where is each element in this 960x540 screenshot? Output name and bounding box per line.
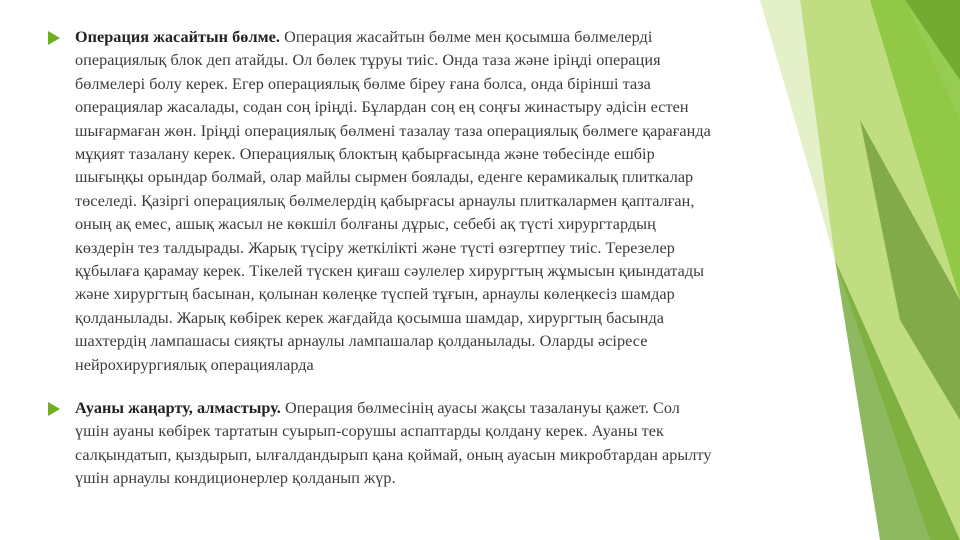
para-line: салқындатып, қыздырып, ылғалдандырып қана қоймай, оның ауасын микробтардан арылту [75,445,712,464]
para-line: шахтердің лампашасы сияқты арнаулы лампашалар қолданылады. Оларды әсіресе [75,332,648,351]
bullet-item [48,397,848,491]
para-line: үшін арнаулы кондиционерлер қолданып жүр. [75,469,396,488]
para-line: және хирургтың басынан, қолынан көлеңке түспей тұғын, арнаулы көлеңкесіз шамдар [75,285,675,304]
para-line: нейрохирургиялық операцияларда [75,355,314,374]
para-line: бөлмелері болу керек. Егер операциялық бөлме біреу ғана болса, онда бірінші таза [75,74,651,93]
para-line: құбылаға қарамау керек. Тікелей түскен қиғаш сәулелер хирургтың жұмысын қиындатады [75,262,705,281]
triangle-bullet-icon [48,31,60,45]
bullet-lead: Ауаны жаңарту, алмастыру. [75,399,281,417]
para-line: Операция жасайтын бөлме мен қосымша бөлмелерді [284,28,653,46]
para-line: мұқият тазалану керек. Операциялық блоктың қабырғасында және төбесінде ешбір [75,145,655,164]
para-line: төселеді. Қазіргі операциялық бөлмелердің қабырғасы арнаулы плиткалармен қапталған, [75,191,695,210]
para-line: операциялар жасалады, содан соң іріңді. Бұлардан соң ең соңғы жинастыру әдісін естен [75,98,689,117]
para-line: қолданылады. Жарық көбірек керек жағдайда қосымша шамдар, хирургтың басында [75,308,664,327]
para-line: операциялық блок деп атайды. Ол бөлек тұруы тиіс. Онда таза және іріңді операция [75,51,661,70]
para-line: көздерін тез талдырады. Жарық түсіру жеткілікті және түсті өзгертпеу тиіс. Терезелер [75,238,675,257]
bullet-paragraph [75,26,848,377]
para-line: шығыңқы орындар болмай, олар майлы сырмен боялады, еденге керамикалық плиткалар [75,168,694,187]
triangle-bullet-icon [48,402,60,416]
para-line: Операция бөлмесінің ауасы жақсы тазалануы қажет. Сол [284,399,680,417]
para-line: оның ақ емес, ашық жасыл не көкшіл болғаны дұрыс, себебі ақ түсті хирургтардың [75,215,656,234]
para-line: үшін ауаны көбірек тартатын суырып-сорушы аспаптарды қолдану керек. Ауаны тек [75,422,664,441]
para-line: шығармаған жөн. Іріңді операциялық бөлмені тазалау таза операциялық бөлмеге қарағанда [75,121,711,140]
bullet-paragraph [75,397,848,491]
bullet-lead: Операция жасайтын бөлме. [75,28,280,46]
bullet-item [48,26,848,377]
